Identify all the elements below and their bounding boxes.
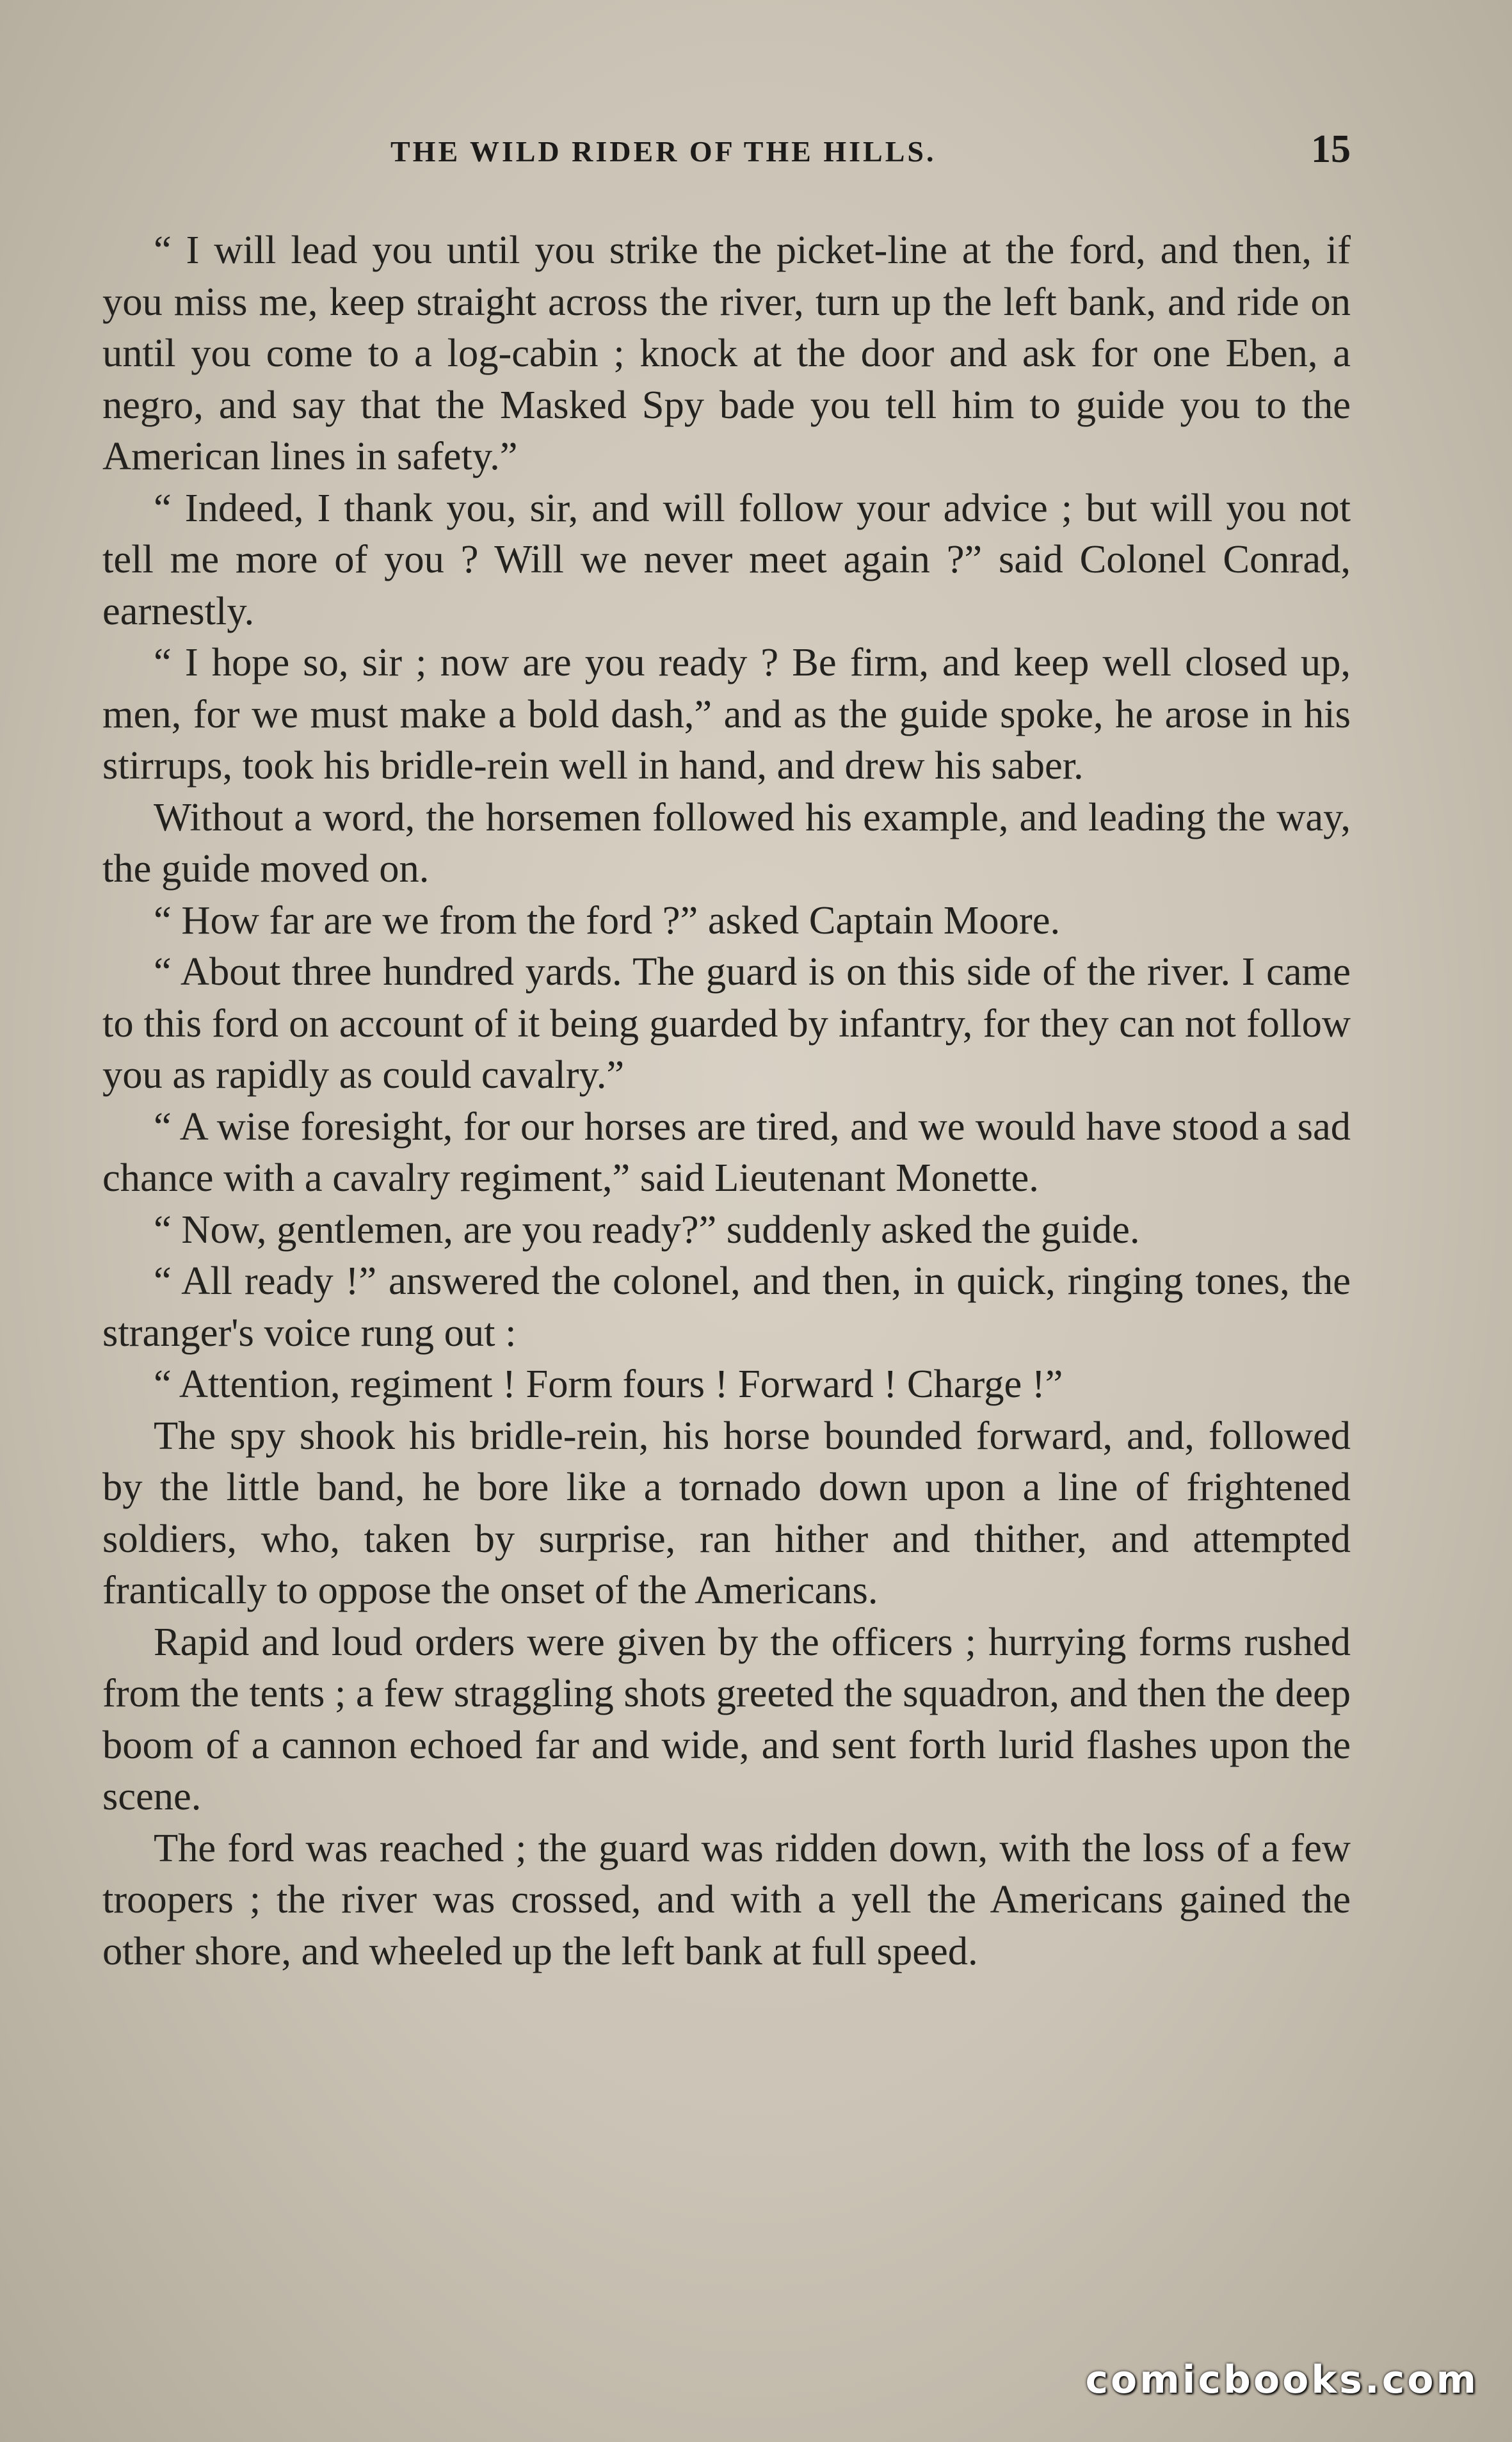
- paragraph: “ How far are we from the ford ?” asked Captain Moore.: [154, 897, 1061, 942]
- paragraph: “ All ready !” answered the colonel, and then, in quick, ringing tones, the stranger's voice rung out :: [102, 1258, 1351, 1355]
- paragraph: Rapid and loud orders were given by the officers ; hurrying forms rushed from the tents ; a few straggling shots greeted the squadron, and then the deep boom of a cannon echoed far and wide, and sent forth lurid flashes upon the scene.: [102, 1619, 1351, 1818]
- paragraph: “ About three hundred yards. The guard is on this side of the river. I came to this ford on account of it being guarded by infantry, for they can not follow you as rapidly as could cavalry.”: [102, 949, 1351, 1097]
- running-head: THE WILD RIDER OF THE HILLS.: [390, 135, 937, 168]
- paragraph: “ A wise foresight, for our horses are tired, and we would have stood a sad chance with a cavalry regiment,” said Lieutenant Monette.: [102, 1103, 1351, 1200]
- paragraph: The ford was reached ; the guard was ridden down, with the loss of a few troopers ; the river was crossed, and with a yell the Americans gained the other shore, and wheeled up the left bank at full speed.: [102, 1825, 1351, 1973]
- paragraph: “ I hope so, sir ; now are you ready ? Be firm, and keep well closed up, men, for we must make a bold dash,” and as the guide spoke, he arose in his stirrups, took his bridle-rein well in hand, and drew his saber.: [102, 640, 1351, 788]
- body-text: [102, 224, 1351, 2273]
- paragraph: “ Now, gentlemen, are you ready?” suddenly asked the guide.: [154, 1206, 1140, 1252]
- paragraph: “ Indeed, I thank you, sir, and will follow your advice ; but will you not tell me more of you ? Will we never meet again ?” said Colonel Conrad, earnestly.: [102, 485, 1351, 633]
- watermark: comicbooks.com: [1085, 2357, 1479, 2402]
- page-header: [115, 122, 1351, 186]
- paragraph: Without a word, the horsemen followed his example, and leading the way, the guide moved on.: [102, 794, 1351, 891]
- paragraph: “ Attention, regiment ! Form fours ! Forward ! Charge !”: [154, 1361, 1063, 1406]
- paragraph: “ I will lead you until you strike the picket-line at the ford, and then, if you miss me, keep straight across the river, turn up the left bank, and ride on until you come to a log-cabin ; knock at the door and ask for one Eben, a negro, and say that the Masked Spy bade you tell him to guide you to the American lines in safety.”: [102, 227, 1351, 478]
- page-number: 15: [1311, 127, 1351, 171]
- paragraph: The spy shook his bridle-rein, his horse bounded forward, and, followed by the little band, he bore like a tornado down upon a line of frightened soldiers, who, taken by surprise, ran hither and thither, and attempted frantically to oppose the onset of the Americans.: [102, 1412, 1351, 1612]
